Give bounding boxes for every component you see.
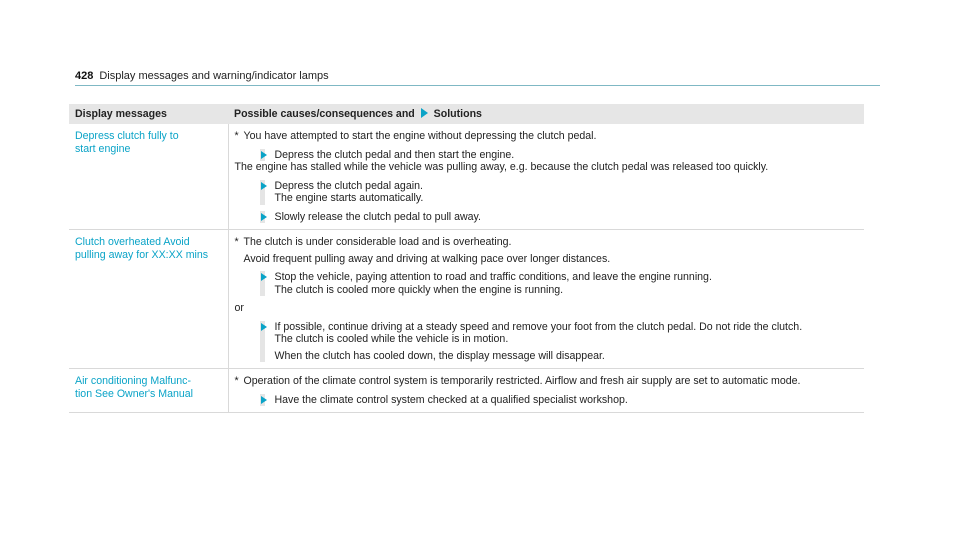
table-row (69, 369, 864, 413)
solution-cell (228, 124, 864, 230)
cause-item (235, 236, 859, 265)
or-separator: or (234, 302, 244, 314)
asterisk-icon: * (234, 236, 239, 248)
page-number: 428 (75, 70, 94, 82)
column-header-causes-label: Possible causes/consequences and (234, 107, 415, 120)
message-cell (69, 369, 228, 413)
cause-item (235, 375, 859, 388)
page-title: Display messages and warning/indicator lamps (99, 70, 329, 82)
step-note: When the clutch has cooled down, the display message will disappear. (274, 349, 605, 362)
display-message: Air conditioning Malfunc- tion See Owner's Manual (75, 375, 194, 400)
message-cell (69, 230, 228, 369)
play-arrow-icon (261, 213, 267, 221)
table-row (69, 230, 864, 369)
solution-step (235, 180, 859, 205)
solution-step (235, 394, 859, 407)
step-result: The engine has stalled while the vehicle was pulling away, e.g. because the clutch pedal was released too quickly. (234, 161, 769, 173)
column-header-messages: Display messages (69, 104, 228, 124)
step-result: The clutch is cooled while the vehicle is in motion. (274, 333, 509, 345)
step-action: Have the climate control system checked at a qualified specialist workshop. (274, 393, 628, 406)
cause-text: Operation of the climate control system is temporarily restricted. Airflow and fresh air supply are set to automatic mode. (243, 375, 801, 387)
solution-cell (228, 369, 864, 413)
step-result: The engine starts automatically. (274, 192, 424, 204)
solution-cell (228, 230, 864, 369)
table-header-row (69, 104, 864, 124)
table-row (69, 124, 864, 230)
display-messages-table (69, 104, 864, 413)
step-action: Depress the clutch pedal and then start the engine. (274, 148, 515, 161)
step-action: Stop the vehicle, paying attention to road and traffic conditions, and leave the engine running. (274, 271, 712, 283)
step-result: The clutch is cooled more quickly when the engine is running. (274, 283, 564, 296)
display-message: Depress clutch fully to start engine (75, 130, 179, 155)
play-arrow-icon (261, 182, 267, 190)
step-action: Slowly release the clutch pedal to pull away. (274, 210, 481, 223)
step-action: If possible, continue driving at a steady speed and remove your foot from the clutch pedal. Do not ride the clutch. (274, 320, 803, 333)
cause-item (235, 130, 859, 143)
display-message: Clutch overheated Avoid pulling away for XX:XX mins (75, 236, 209, 261)
column-header-causes (228, 104, 864, 124)
asterisk-icon: * (234, 375, 239, 387)
solution-step (235, 211, 859, 224)
solution-step (235, 271, 859, 296)
step-action: Depress the clutch pedal again. (274, 179, 423, 192)
solution-step (235, 149, 859, 174)
asterisk-icon: * (234, 130, 239, 142)
solution-step (235, 321, 859, 363)
cause-text: You have attempted to start the engine without depressing the clutch pedal. (243, 130, 597, 142)
page-header (75, 69, 880, 86)
play-arrow-icon (261, 396, 267, 404)
play-arrow-icon (261, 151, 267, 159)
message-cell (69, 124, 228, 230)
cause-detail: Avoid frequent pulling away and driving at walking pace over longer distances. (243, 252, 611, 265)
play-arrow-icon (421, 108, 428, 118)
play-arrow-icon (261, 273, 267, 281)
play-arrow-icon (261, 323, 267, 331)
cause-text: The clutch is under considerable load and is overheating. (243, 236, 512, 248)
column-header-solutions-label: Solutions (433, 107, 482, 120)
